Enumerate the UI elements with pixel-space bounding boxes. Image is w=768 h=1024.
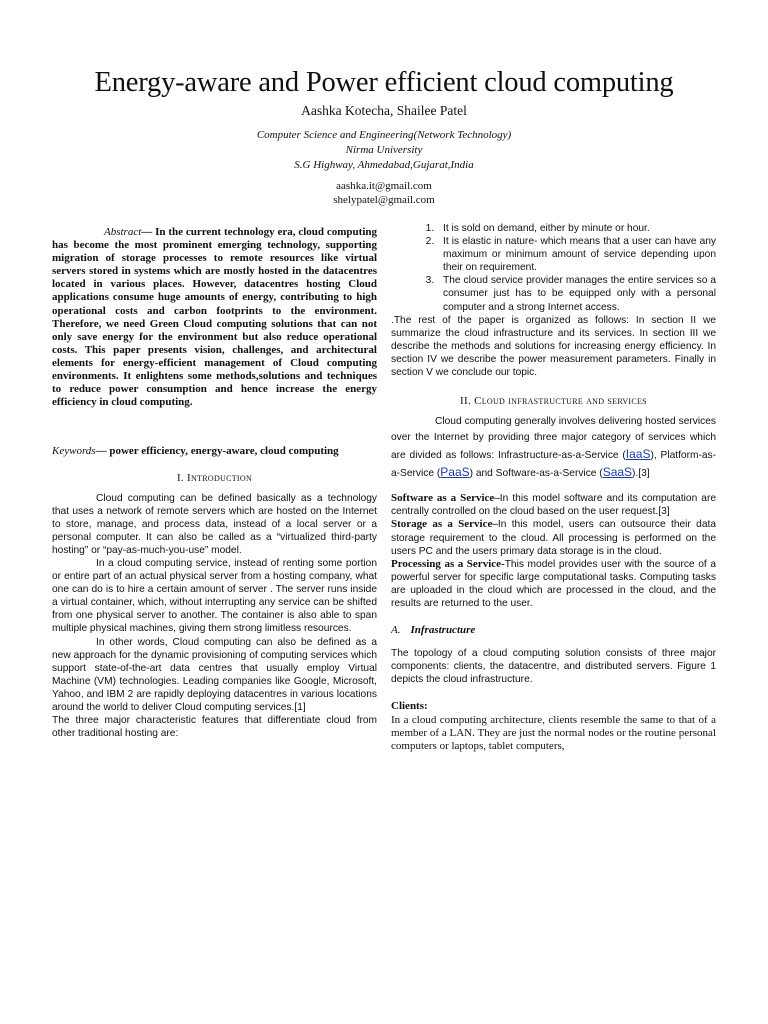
service-model-label: Processing as a Service-: [391, 557, 505, 570]
service-model-label: Software as a Service–: [391, 492, 500, 505]
abstract-text: In the current technology era, cloud computing has become the most prominent emerging technology, supporting migration of storage processes to remote resources like virtual servers stored in systems which are mostly hosted in the datacentres located in various places. However, datacentres hosting Cloud applications consume huge amounts of energy, contributing to high operational costs and carbon footprints to the environment. Therefore, we need Green Cloud computing solutions that can not only save energy for the environment but also reduce operational costs. This paper presents vision, challenges, and architectural elements for energy-efficient management of Cloud computing environments. It enlightens some methods,solutions and techniques to reduce power consumption and hence increase the energy efficiency in cloud computing.: [52, 226, 377, 409]
abstract-lead: Abstract: [104, 226, 142, 238]
introduction-body: [52, 492, 377, 741]
service-model-paragraph: [391, 492, 716, 518]
left-column: [52, 226, 377, 740]
service-model-text: This model provides user with the source of a powerful server for specific large computational tasks. Computing tasks are uploaded in the cloud which are processed in the cloud, and the results are returned to the user.: [391, 558, 716, 609]
keywords: [52, 445, 377, 458]
affiliation-line: Computer Science and Engineering(Network Technology): [256, 129, 512, 141]
clients-paragraph: In a cloud computing architecture, clients resemble the same to that of a member of a LAN. They are just the normal nodes or the routine personal computers or laptops, tablet computers,: [391, 713, 716, 752]
intro-paragraph: In a cloud computing service, instead of renting some portion or entire part of an actual physical server from a hosting company, what one can do is to hire a certain amount of server . The server runs inside a virtual container, which, without interrupting any service can be shifted from one physical server to another. The container is also able to span multiple physical machines, giving them strong limitless resources.: [52, 557, 377, 635]
paper-authors: Aashka Kotecha, Shailee Patel: [301, 103, 467, 118]
email-address: shelypatel@gmail.com: [333, 194, 435, 206]
iaas-link[interactable]: IaaS: [625, 447, 651, 462]
infrastructure-paragraph: The topology of a cloud computing solution consists of three major components: clients, the datacentre, and distributed servers. Figure 1 depicts the cloud infrastructure.: [391, 648, 716, 686]
abstract-dash: —: [141, 226, 156, 238]
spacer: [391, 686, 716, 696]
services-intro-text: ).[3]: [632, 468, 650, 480]
subsection-letter: A.: [391, 624, 401, 637]
keywords-dash: —: [95, 445, 110, 458]
abstract: [52, 226, 377, 409]
service-models: [391, 492, 716, 610]
section-heading-introduction: I. Introduction: [176, 472, 253, 485]
services-intro-paragraph: [391, 414, 716, 482]
subsection-title: Infrastructure: [410, 624, 476, 637]
author-emails: [0, 179, 768, 207]
affiliation-line: S.G Highway, Ahmedabad,Gujarat,India: [294, 159, 474, 171]
paper-title: Energy-aware and Power efficient cloud computing: [94, 67, 674, 98]
intro-paragraph: Cloud computing can be defined basically as a technology that uses a network of remote servers which are hosted on the Internet to store, manage, and process data, instead of a local server or a personal computer. It can also be called as a “virtualized third-party hosting” or “pay-as-much-you-use” model.: [52, 492, 377, 556]
right-column: [391, 222, 716, 753]
paas-link[interactable]: PaaS: [440, 465, 470, 480]
keywords-lead: Keywords: [52, 445, 96, 458]
list-item: 2. It is elastic in nature- which means that a user can have any maximum or minimum amount of service depending upon their on requirement.: [437, 235, 716, 274]
saas-link[interactable]: SaaS: [602, 465, 633, 480]
keywords-text: power efficiency, energy-aware, cloud computing: [109, 445, 339, 458]
subsection-heading-infrastructure: [391, 624, 716, 637]
intro-paragraph: The three major characteristic features that differentiate cloud from other traditional hosting are:: [52, 715, 377, 740]
services-intro-text: ), Platform-as-a-Service (: [391, 450, 716, 480]
service-model-text: In this model, users can outsource their data storage requirement to the cloud. All processing is performed on the users PC and the users primary data storage is in the cloud.: [391, 519, 716, 557]
paper-organization-paragraph: .The rest of the paper is organized as follows: In section II we summarize the cloud infrastructure and its services. In section III we describe the methods and solutions for increasing energy efficiency. In section IV we describe the power measurement parameters. Finally in section V we conclude our topic.: [391, 314, 716, 379]
service-model-paragraph: [391, 518, 716, 557]
clients-heading: Clients:: [391, 700, 428, 713]
service-model-paragraph: [391, 558, 716, 610]
affiliation-line: Nirma University: [345, 144, 423, 156]
service-model-label: Storage as a Service–: [391, 518, 498, 531]
service-model-text: In this model software and its computation are centrally controlled on the cloud based on the user request.[3]: [391, 493, 717, 518]
section-heading-infrastructure-services: II. Cloud infrastructure and services: [460, 395, 647, 408]
intro-paragraph: In other words, Cloud computing can also be defined as a new approach for the dynamic provisioning of computing services which support state-of-the-art data centres that usually employ Virtual Machine (VM) technologies. Leading companies like Google, Microsoft, Yahoo, and IBM 2 are rapidly deploying datacentres in various locations around the world to deliver Cloud computing services.[1]: [52, 636, 377, 713]
characteristics-list: [391, 222, 716, 314]
services-intro-text: ) and Software-as-a-Service (: [469, 468, 603, 480]
spacer: [391, 482, 716, 492]
list-item: 1. It is sold on demand, either by minute or hour.: [437, 222, 716, 235]
services-intro-text: Cloud computing generally involves delivering hosted services over the Internet by providing three major category of services which are divided as follows: Infrastructure-as-a-Service (: [391, 416, 716, 462]
list-item: 3. The cloud service provider manages the entire services so a consumer just has to be equipped only with a personal computer and a strong Internet access.: [437, 274, 716, 313]
email-address: aashka.it@gmail.com: [336, 180, 432, 192]
author-affiliation: [0, 128, 768, 173]
